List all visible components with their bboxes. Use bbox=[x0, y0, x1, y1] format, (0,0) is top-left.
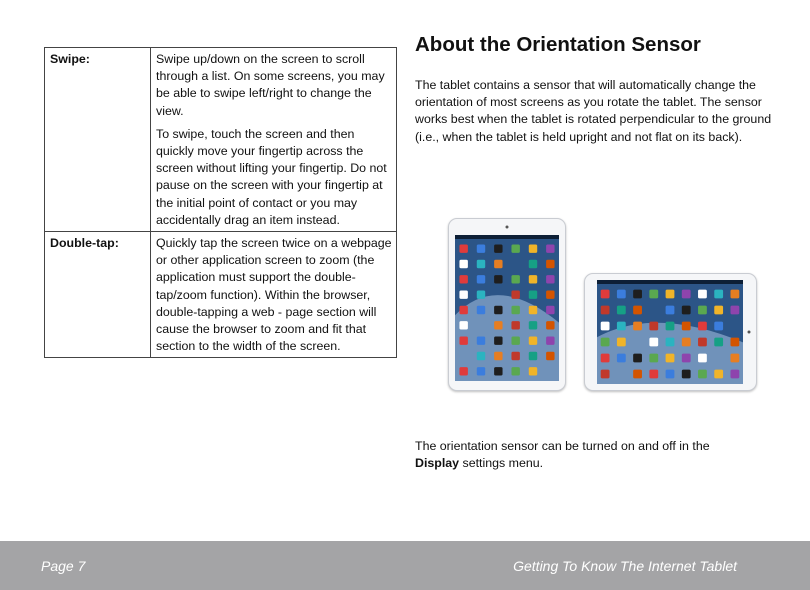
app-icon bbox=[459, 367, 467, 375]
app-icon bbox=[511, 244, 519, 252]
table-row bbox=[45, 48, 397, 232]
app-icon bbox=[633, 306, 642, 315]
app-icon bbox=[511, 367, 519, 375]
app-icon bbox=[666, 290, 675, 299]
app-icon bbox=[546, 290, 554, 298]
status-bar bbox=[597, 280, 743, 284]
app-icon bbox=[682, 306, 691, 315]
gesture-description-swipe bbox=[151, 48, 397, 232]
app-icon bbox=[494, 306, 502, 314]
app-icon bbox=[494, 352, 502, 360]
app-icon bbox=[459, 336, 467, 344]
closing-paragraph bbox=[415, 438, 795, 472]
app-icon bbox=[511, 306, 519, 314]
status-bar bbox=[455, 235, 559, 239]
app-icon bbox=[459, 275, 467, 283]
gesture-description-double-tap bbox=[151, 232, 397, 358]
app-icon bbox=[459, 321, 467, 329]
app-icon bbox=[617, 306, 626, 315]
intro-paragraph: The tablet contains a sensor that will automatically change the orientation of most screens as you rotate the tablet. The sensor works best when the tablet is rotated perpendicular to the ground (i.e., when the tablet is held upright and not flat on its back). bbox=[415, 78, 772, 144]
app-icon bbox=[649, 322, 658, 331]
app-icon bbox=[459, 290, 467, 298]
app-icon bbox=[477, 336, 485, 344]
app-icon bbox=[633, 322, 642, 331]
app-icon bbox=[529, 275, 537, 283]
app-icon bbox=[494, 275, 502, 283]
tablet-portrait-image bbox=[448, 218, 566, 391]
app-icon bbox=[682, 338, 691, 347]
app-icon bbox=[714, 306, 723, 315]
app-icon bbox=[730, 354, 739, 363]
app-icon bbox=[459, 260, 467, 268]
app-icon bbox=[529, 244, 537, 252]
app-icon bbox=[601, 354, 610, 363]
camera-icon bbox=[506, 226, 509, 229]
app-icon bbox=[617, 322, 626, 331]
table-row bbox=[45, 232, 397, 358]
app-icon bbox=[698, 306, 707, 315]
footer-title: Getting To Know The Internet Tablet bbox=[513, 558, 737, 574]
app-icon bbox=[698, 338, 707, 347]
app-icon bbox=[477, 244, 485, 252]
app-icon bbox=[511, 336, 519, 344]
app-icon bbox=[511, 275, 519, 283]
app-icon bbox=[546, 244, 554, 252]
app-icon bbox=[714, 338, 723, 347]
app-icon bbox=[546, 260, 554, 268]
app-icon bbox=[511, 321, 519, 329]
app-icon bbox=[546, 336, 554, 344]
tablet-landscape-image bbox=[584, 273, 757, 391]
section-heading: About the Orientation Sensor bbox=[415, 33, 701, 56]
app-icon bbox=[730, 338, 739, 347]
app-icon bbox=[714, 322, 723, 331]
app-icon bbox=[546, 275, 554, 283]
app-icon bbox=[730, 370, 739, 379]
app-icon bbox=[633, 290, 642, 299]
app-icon bbox=[477, 352, 485, 360]
app-icon bbox=[546, 306, 554, 314]
app-icon bbox=[682, 290, 691, 299]
app-icon bbox=[601, 338, 610, 347]
app-icon bbox=[698, 354, 707, 363]
app-icon bbox=[682, 354, 691, 363]
app-icon bbox=[546, 352, 554, 360]
closing-suffix: settings menu. bbox=[462, 456, 544, 471]
app-icon bbox=[494, 367, 502, 375]
swipe-paragraph-2: To swipe, touch the screen and then quickly move your fingertip across the screen without lifting your fingertip. Do not pause on the screen with your fingertip at the initial point of contact or you may accidentally drag an item instead. bbox=[156, 126, 387, 227]
app-icon bbox=[601, 290, 610, 299]
swipe-paragraph-1: Swipe up/down on the screen to scroll through a list. On some screens, you may be able to swipe left/right to change the view. bbox=[156, 52, 385, 118]
app-icon bbox=[529, 336, 537, 344]
app-icon bbox=[698, 290, 707, 299]
app-icon bbox=[714, 290, 723, 299]
app-icon bbox=[529, 260, 537, 268]
app-icon bbox=[511, 352, 519, 360]
app-icon bbox=[682, 322, 691, 331]
app-icon bbox=[529, 306, 537, 314]
app-icon bbox=[459, 306, 467, 314]
app-icon bbox=[477, 260, 485, 268]
app-icon bbox=[666, 322, 675, 331]
app-icon bbox=[529, 367, 537, 375]
app-icon bbox=[601, 370, 610, 379]
app-icon bbox=[617, 290, 626, 299]
app-icon bbox=[649, 370, 658, 379]
page-number: Page 7 bbox=[41, 558, 86, 574]
app-icon bbox=[494, 336, 502, 344]
app-icon bbox=[546, 321, 554, 329]
app-icon bbox=[511, 290, 519, 298]
app-icon bbox=[714, 370, 723, 379]
app-icon bbox=[730, 290, 739, 299]
app-icon bbox=[617, 338, 626, 347]
app-icon bbox=[649, 354, 658, 363]
app-icon bbox=[601, 306, 610, 315]
tablet-portrait-screen bbox=[449, 219, 565, 390]
app-icon bbox=[666, 354, 675, 363]
app-icon bbox=[682, 370, 691, 379]
camera-icon bbox=[748, 331, 751, 334]
tablet-landscape-screen bbox=[585, 274, 756, 390]
app-icon bbox=[494, 260, 502, 268]
app-icon bbox=[477, 367, 485, 375]
app-icon bbox=[477, 306, 485, 314]
app-icon bbox=[730, 306, 739, 315]
app-icon bbox=[698, 370, 707, 379]
app-icon bbox=[633, 370, 642, 379]
app-icon bbox=[494, 244, 502, 252]
app-icon bbox=[494, 321, 502, 329]
gesture-term-double-tap: Double-tap: bbox=[45, 232, 151, 358]
app-icon bbox=[459, 244, 467, 252]
app-icon bbox=[698, 322, 707, 331]
app-icon bbox=[529, 352, 537, 360]
app-icon bbox=[649, 338, 658, 347]
app-icon bbox=[529, 321, 537, 329]
app-icon bbox=[617, 354, 626, 363]
display-menu-label: Display bbox=[415, 456, 460, 471]
gesture-table bbox=[44, 47, 397, 358]
app-icon bbox=[666, 370, 675, 379]
gesture-term-swipe: Swipe: bbox=[45, 48, 151, 232]
app-icon bbox=[477, 275, 485, 283]
app-icon bbox=[477, 290, 485, 298]
double-tap-paragraph: Quickly tap the screen twice on a webpage or other application screen to zoom (the application must support the double-tap/zoom function). Within the browser, double-tapping a web - page section will cause the browser to zoom and fit that section to the width of the screen. bbox=[156, 236, 392, 354]
app-icon bbox=[666, 306, 675, 315]
page-footer bbox=[0, 541, 810, 590]
app-icon bbox=[666, 338, 675, 347]
app-icon bbox=[633, 354, 642, 363]
closing-text: The orientation sensor can be turned on and off in the bbox=[415, 439, 710, 453]
app-icon bbox=[529, 290, 537, 298]
app-icon bbox=[649, 290, 658, 299]
app-icon bbox=[601, 322, 610, 331]
